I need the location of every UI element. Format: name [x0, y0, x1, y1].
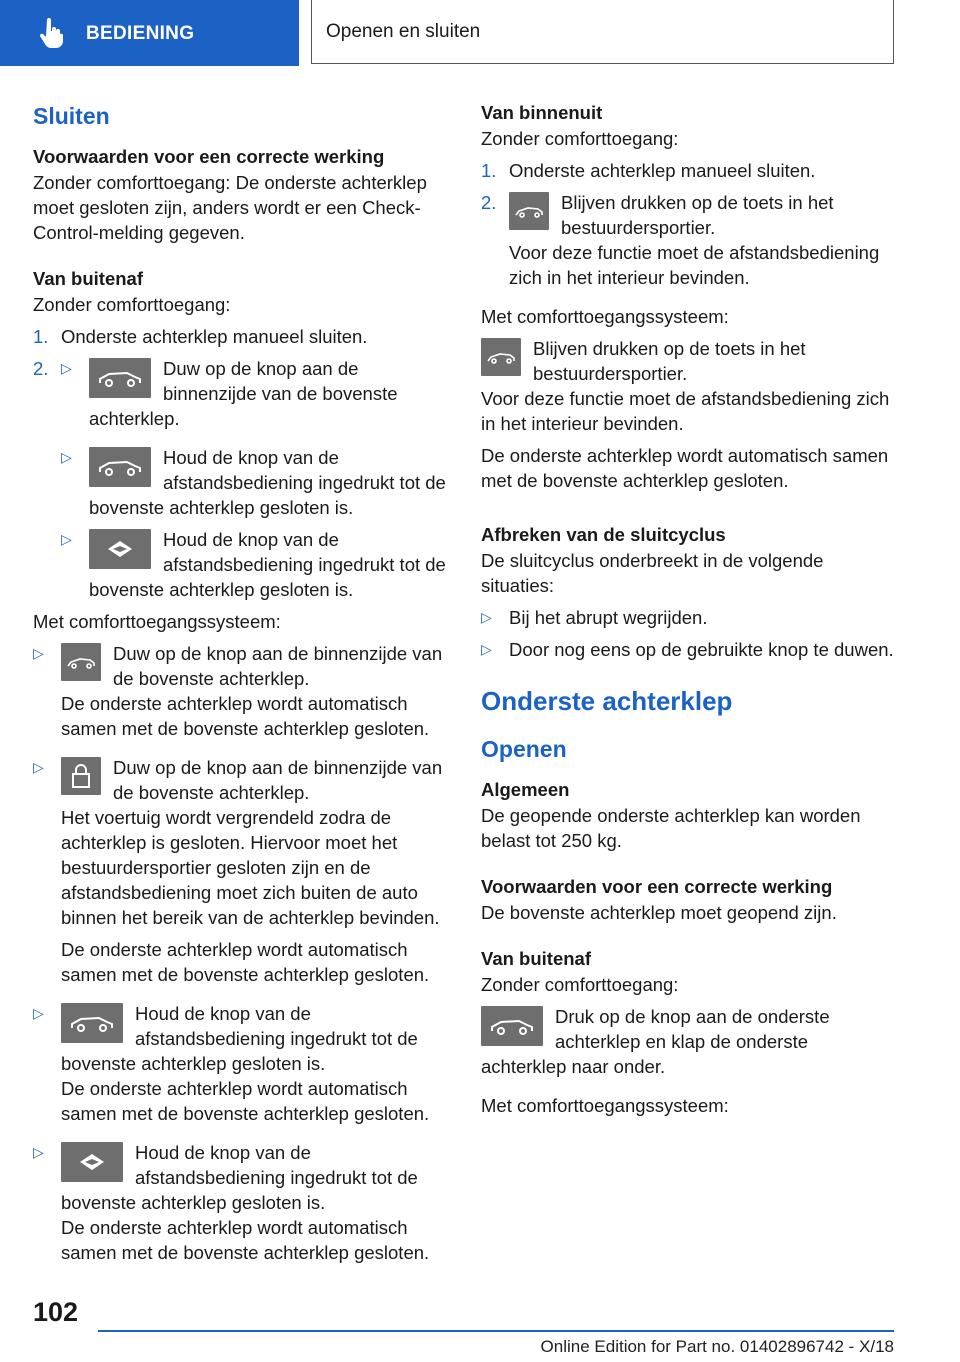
remote-note: Voor deze functie moet de afstandsbediening zich in het interieur bevinden. [481, 388, 890, 434]
triangle-bullet-icon: ▷ [61, 360, 72, 376]
list-item [33, 1140, 447, 1272]
list-item [481, 190, 897, 297]
list-item [33, 324, 447, 349]
abort-heading: Afbreken van de sluitcyclus [481, 524, 726, 545]
bullet-text: Houd de knop van de afstandsbediening ingedrukt tot de bovenste achterklep gesloten is. [61, 1003, 418, 1074]
inside-heading: Van binnenuit [481, 102, 603, 123]
list-item [33, 641, 447, 748]
bullet-note: De onderste achterklep wordt automatisch samen met de bovenste achterklep gesloten. [61, 1078, 430, 1124]
outside-icon-text: Druk op de knop aan de onderste achterklep en klap de onderste achterklep naar onder. [481, 1006, 830, 1077]
general-text: De geopende onderste achterklep kan worden belast tot 250 kg. [481, 805, 861, 851]
step-number: 2. [33, 358, 49, 379]
tailgate-button-icon [89, 358, 151, 398]
section-title-onderste-achterklep: Onderste achterklep [481, 686, 733, 716]
bullet-note: De onderste achterklep wordt automatisch samen met de bovenste achterklep gesloten. [61, 1217, 430, 1263]
bullet-note: De onderste achterklep wordt automatisch samen met de bovenste achterklep gesloten. [61, 693, 430, 739]
auto-close-note: De onderste achterklep wordt automatisch samen met de bovenste achterklep gesloten. [481, 445, 889, 491]
triangle-bullet-icon: ▷ [61, 449, 72, 465]
tailgate-car-icon [481, 338, 521, 376]
outside-heading: Van buitenaf [481, 948, 591, 969]
triangle-bullet-icon: ▷ [481, 641, 492, 657]
close-diamond-icon [61, 1142, 123, 1182]
bullet-text: Houd de knop van de afstandsbediening ingedrukt tot de bovenste achterklep gesloten is. [89, 529, 446, 600]
list-item [61, 356, 447, 431]
lower-tailgate-icon [481, 1006, 543, 1046]
lock-icon [61, 757, 101, 795]
chapter-title: Openen en sluiten [311, 0, 894, 64]
bullet-text: Door nog eens op de gebruikte knop te duwen. [509, 639, 894, 660]
list-item [481, 605, 897, 630]
tailgate-remote-icon [61, 1003, 123, 1043]
tailgate-car-icon [61, 643, 101, 681]
outside-heading: Van buitenaf [33, 268, 143, 289]
triangle-bullet-icon: ▷ [33, 1144, 44, 1160]
bullet-text: Houd de knop van de afstandsbediening ingedrukt tot de bovenste achterklep gesloten is. [61, 1142, 418, 1213]
list-item [33, 755, 447, 994]
subsection-title-openen: Openen [481, 736, 567, 762]
step-text: Onderste achterklep manueel sluiten. [61, 326, 368, 347]
step-number: 1. [33, 326, 49, 347]
left-column [33, 100, 447, 1279]
bullet-text: Bij het abrupt wegrijden. [509, 607, 708, 628]
conditions-heading: Voorwaarden voor een correcte werking [481, 876, 833, 897]
triangle-bullet-icon: ▷ [481, 609, 492, 625]
close-diamond-icon [89, 529, 151, 569]
comfort-text: Met comforttoegangssysteem: [33, 611, 281, 632]
comfort-icon-text: Blijven drukken op de toets in het bestuurdersportier. [533, 338, 806, 384]
section-tab[interactable] [0, 0, 299, 66]
bullet-text: Duw op de knop aan de binnenzijde van de bovenste achterklep. [89, 358, 398, 429]
step-number: 2. [481, 192, 497, 213]
list-item [33, 356, 447, 438]
bullet-text: Duw op de knop aan de binnenzijde van de bovenste achterklep. [113, 643, 443, 689]
general-heading: Algemeen [481, 779, 570, 800]
outside-text: Zonder comforttoegang: [33, 294, 231, 315]
section-title-sluiten: Sluiten [33, 103, 110, 129]
step-text: Blijven drukken op de toets in het bestuurdersportier. [561, 192, 834, 238]
triangle-bullet-icon: ▷ [33, 645, 44, 661]
tailgate-remote-icon [89, 447, 151, 487]
right-column [481, 100, 897, 1125]
step-text: Onderste achterklep manueel sluiten. [509, 160, 816, 181]
list-item [61, 445, 447, 520]
outside-icon-row [481, 1004, 897, 1079]
outside-text: Zonder comforttoegang: [481, 974, 679, 995]
conditions-heading: Voorwaarden voor een correcte werking [33, 146, 385, 167]
page-number: 102 [33, 1297, 79, 1327]
footer-divider [98, 1330, 894, 1332]
bullet-note: Het voertuig wordt vergrendeld zodra de achterklep is gesloten. Hiervoor moet het bestuurdersportier gesloten zijn en de afstandsbediening moet zich buiten de auto binnen het bereik van de achterklep bevinden. [61, 807, 440, 928]
conditions-text: De bovenste achterklep moet geopend zijn. [481, 902, 837, 923]
comfort-text: Met comforttoegangssysteem: [481, 306, 729, 327]
triangle-bullet-icon: ▷ [61, 531, 72, 547]
step-number: 1. [481, 160, 497, 181]
comfort-text: Met comforttoegangssysteem: [481, 1095, 729, 1116]
bullet-note: De onderste achterklep wordt automatisch samen met de bovenste achterklep gesloten. [61, 939, 430, 985]
edition-text: Online Edition for Part no. 01402896742 - X/18 [540, 1337, 894, 1356]
triangle-bullet-icon: ▷ [33, 759, 44, 775]
abort-text: De sluitcyclus onderbreekt in de volgende situaties: [481, 550, 824, 596]
list-item [481, 158, 897, 183]
tailgate-car-icon [509, 192, 549, 230]
list-item [481, 637, 897, 662]
list-item [33, 1001, 447, 1133]
comfort-icon-row [481, 336, 897, 386]
bullet-text: Houd de knop van de afstandsbediening ingedrukt tot de bovenste achterklep gesloten is. [89, 447, 446, 518]
list-item [61, 527, 447, 602]
inside-text: Zonder comforttoegang: [481, 128, 679, 149]
bullet-text: Duw op de knop aan de binnenzijde van de bovenste achterklep. [113, 757, 443, 803]
section-label: BEDIENING [86, 22, 195, 44]
triangle-bullet-icon: ▷ [33, 1005, 44, 1021]
conditions-text: Zonder comforttoegang: De onderste achterklep moet gesloten zijn, anders wordt er een Check-Control-melding gegeven. [33, 172, 427, 243]
step-note: Voor deze functie moet de afstandsbediening zich in het interieur bevinden. [509, 242, 880, 288]
hand-pointer-icon [38, 18, 64, 48]
